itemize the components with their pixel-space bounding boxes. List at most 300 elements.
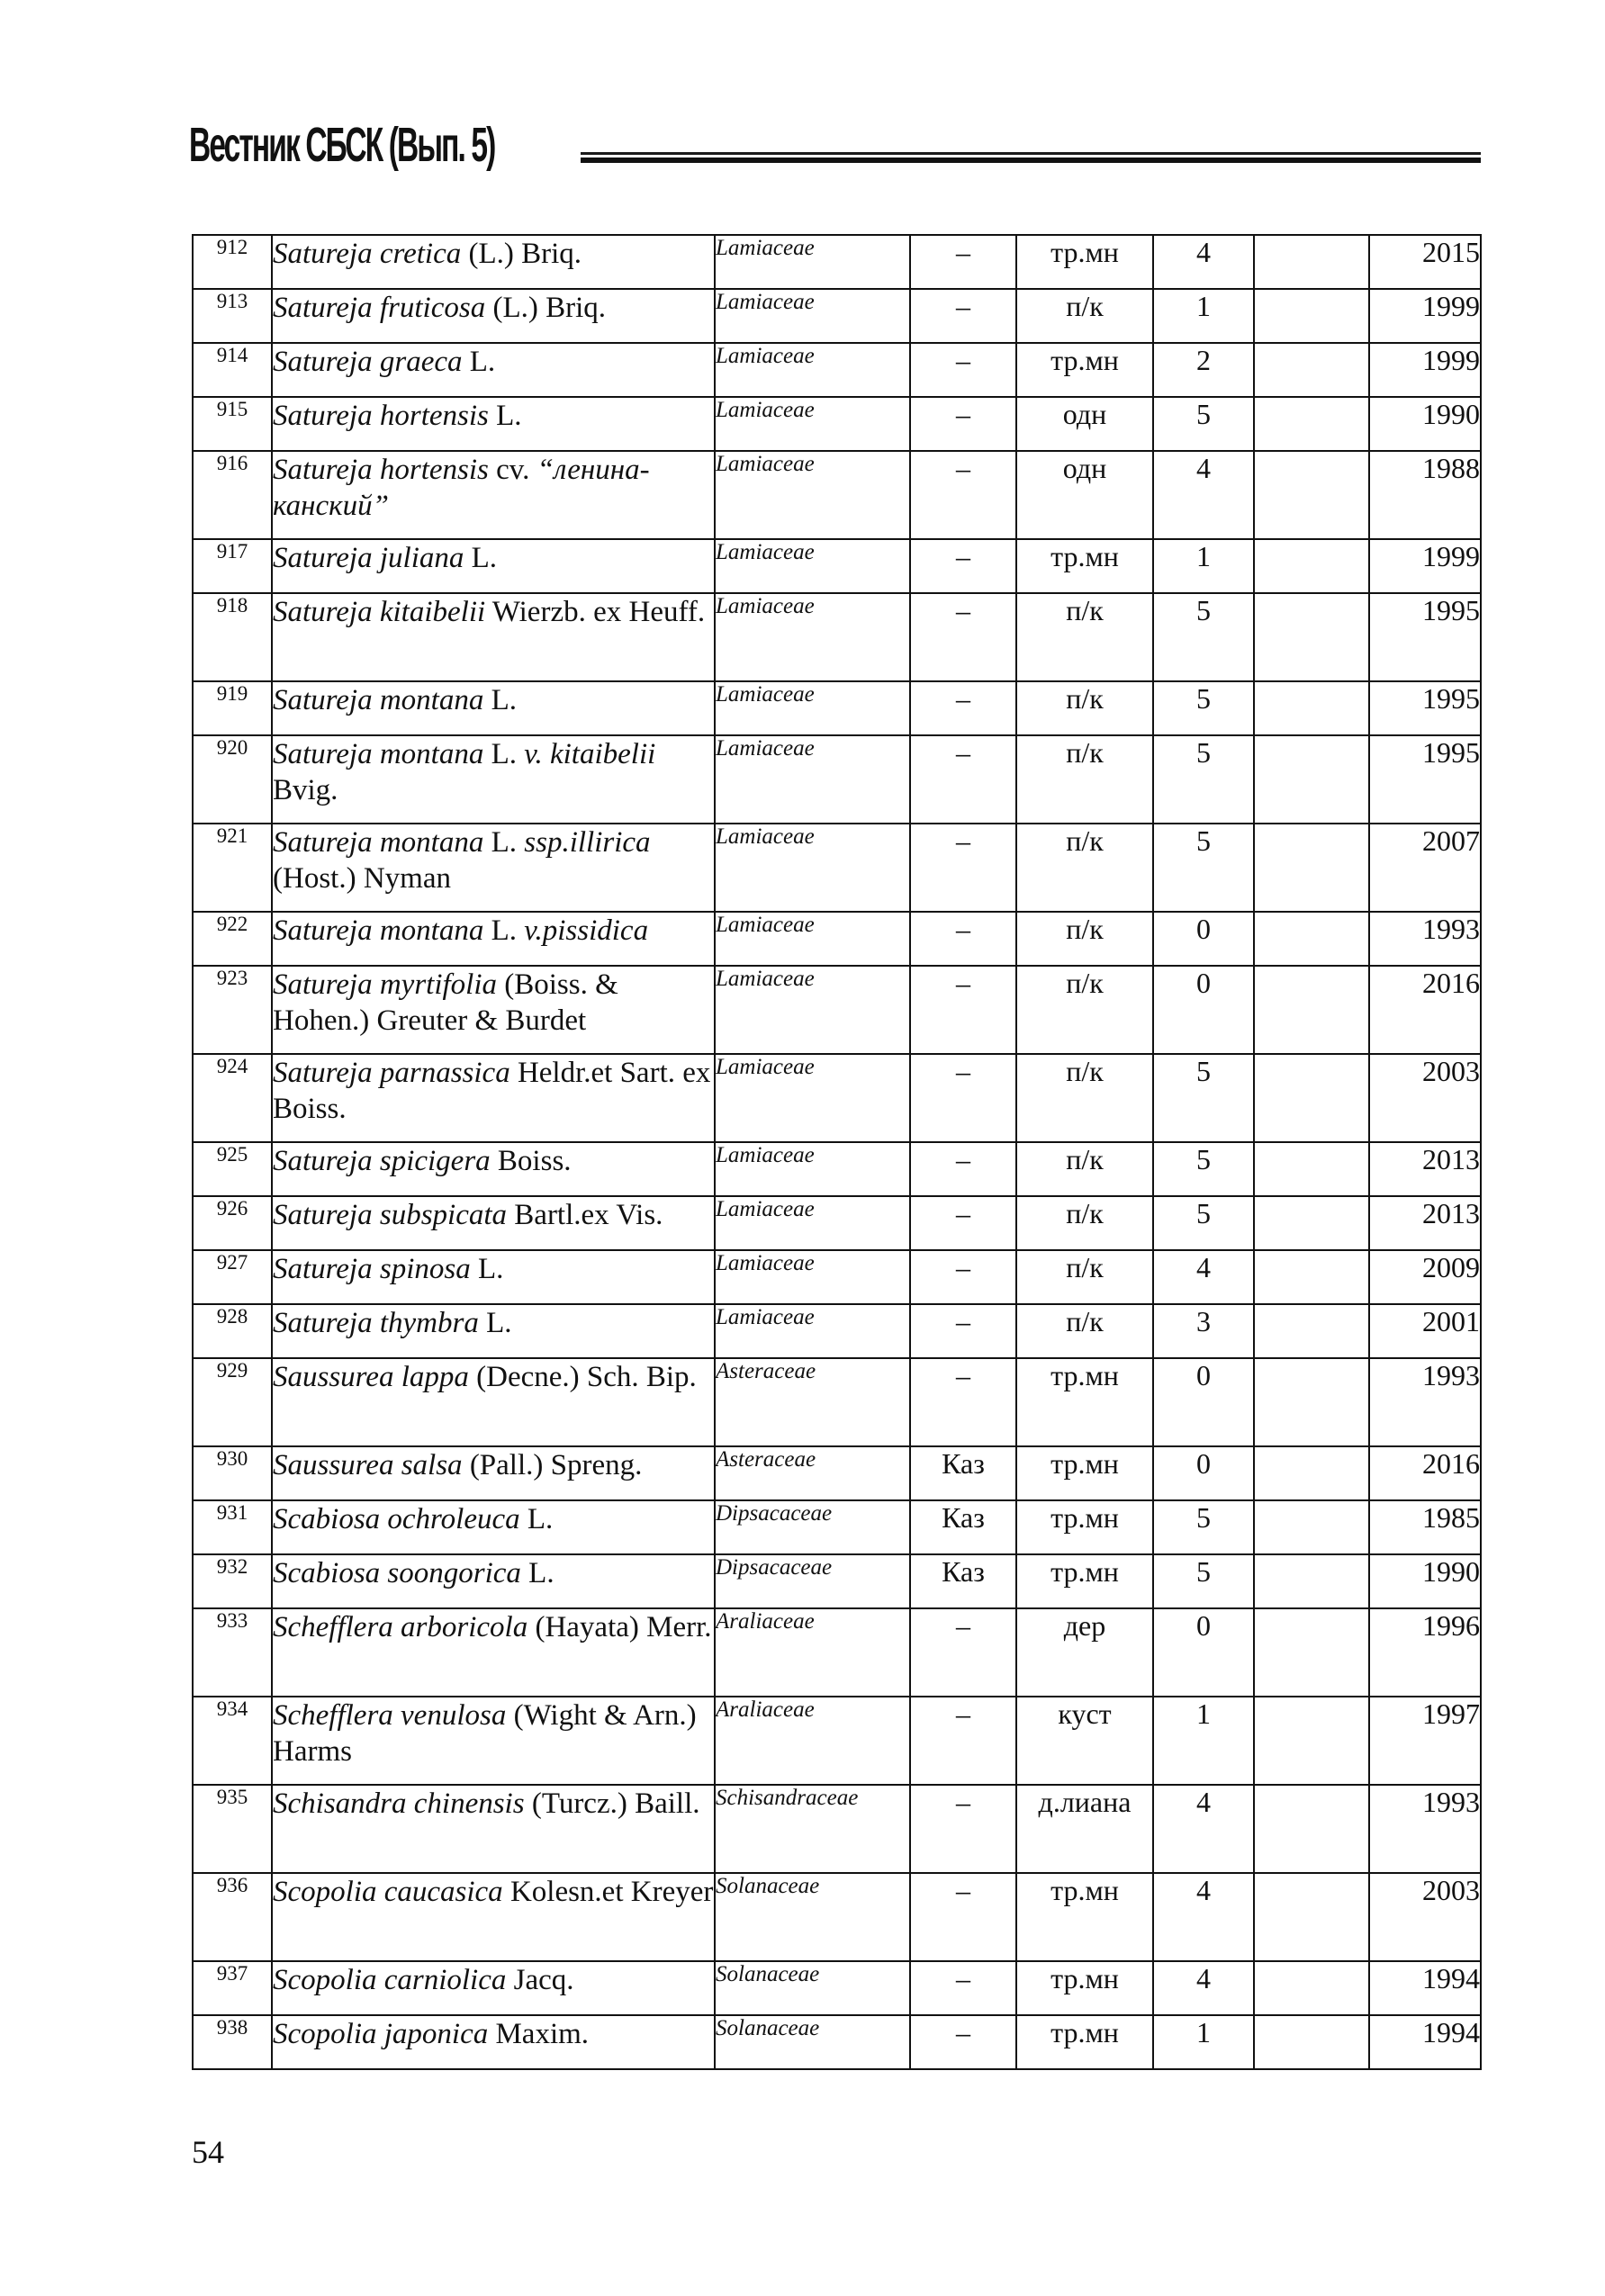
table-row: [193, 1500, 1481, 1554]
header-rule-thin: [581, 152, 1481, 155]
status: –: [910, 451, 1016, 539]
year: 1993: [1369, 912, 1481, 966]
species-name: [272, 824, 715, 912]
life-form: тр.мн: [1016, 235, 1153, 289]
year: 2007: [1369, 824, 1481, 912]
row-number: 933: [193, 1608, 272, 1697]
species-author: Wierzb. ex Heuff.: [485, 596, 706, 628]
species-epithet: Satureja hortensis: [273, 400, 489, 432]
empty-cell: [1254, 1697, 1369, 1785]
year: 1990: [1369, 397, 1481, 451]
family: Lamiaceae: [715, 1142, 910, 1196]
species-author: (Wight & Arn.) Harms: [273, 1699, 697, 1768]
row-number: 934: [193, 1697, 272, 1785]
status: –: [910, 735, 1016, 824]
empty-cell: [1254, 1446, 1369, 1500]
species-epithet: Saussurea salsa: [273, 1449, 463, 1481]
species-epithet: Scabiosa soongorica: [273, 1557, 521, 1589]
score: 5: [1153, 397, 1254, 451]
species-epithet: Schefflera venulosa: [273, 1699, 507, 1732]
species-name: [272, 1961, 715, 2015]
score: 5: [1153, 824, 1254, 912]
family: Lamiaceae: [715, 1304, 910, 1358]
table-row: [193, 912, 1481, 966]
empty-cell: [1254, 235, 1369, 289]
species-author: L.: [483, 738, 525, 770]
species-name: [272, 1446, 715, 1500]
status: Каз: [910, 1446, 1016, 1500]
species-name: [272, 235, 715, 289]
life-form: дер: [1016, 1608, 1153, 1697]
year: 2013: [1369, 1196, 1481, 1250]
empty-cell: [1254, 343, 1369, 397]
status: –: [910, 1697, 1016, 1785]
species-name: [272, 593, 715, 681]
species-author: Bartl.ex Vis.: [507, 1199, 663, 1231]
row-number: 920: [193, 735, 272, 824]
species-name: [272, 2015, 715, 2069]
family: Solanaceae: [715, 1961, 910, 2015]
status: –: [910, 593, 1016, 681]
species-epithet: Satureja cretica: [273, 238, 462, 270]
status: –: [910, 1785, 1016, 1873]
table-row: [193, 1961, 1481, 2015]
family: Asteraceae: [715, 1358, 910, 1446]
life-form: п/к: [1016, 966, 1153, 1054]
species-author: Jacq.: [506, 1964, 574, 1996]
species-epithet: Satureja montana: [273, 914, 484, 947]
species-author: L.: [470, 1253, 504, 1285]
species-name: [272, 397, 715, 451]
table-row: [193, 1250, 1481, 1304]
life-form: тр.мн: [1016, 343, 1153, 397]
species-epithet: Schisandra chinensis: [273, 1787, 525, 1820]
year: 1985: [1369, 1500, 1481, 1554]
score: 1: [1153, 289, 1254, 343]
species-name: [272, 1304, 715, 1358]
year: 1996: [1369, 1608, 1481, 1697]
table-row: [193, 1873, 1481, 1961]
table-row: [193, 824, 1481, 912]
table-row: [193, 1142, 1481, 1196]
species-name: [272, 1250, 715, 1304]
table-row: [193, 343, 1481, 397]
empty-cell: [1254, 539, 1369, 593]
row-number: 935: [193, 1785, 272, 1873]
empty-cell: [1254, 2015, 1369, 2069]
species-name: [272, 912, 715, 966]
species-author-2: (Host.) Nyman: [273, 862, 451, 895]
species-infraspecific: ssp.illirica: [524, 826, 651, 859]
table-row: [193, 1358, 1481, 1446]
status: –: [910, 912, 1016, 966]
score: 5: [1153, 1500, 1254, 1554]
species-epithet: Scopolia caucasica: [273, 1876, 503, 1908]
species-name: [272, 1500, 715, 1554]
row-number: 921: [193, 824, 272, 912]
status: –: [910, 1196, 1016, 1250]
year: 1995: [1369, 681, 1481, 735]
row-number: 925: [193, 1142, 272, 1196]
score: 0: [1153, 912, 1254, 966]
year: 1999: [1369, 539, 1481, 593]
empty-cell: [1254, 735, 1369, 824]
status: –: [910, 397, 1016, 451]
species-epithet: Satureja graeca: [273, 346, 463, 378]
table-row: [193, 735, 1481, 824]
table-row: [193, 1608, 1481, 1697]
family: Schisandraceae: [715, 1785, 910, 1873]
header-rule: [581, 152, 1481, 165]
life-form: одн: [1016, 451, 1153, 539]
table-row: [193, 1446, 1481, 1500]
family: Araliaceae: [715, 1697, 910, 1785]
status: –: [910, 235, 1016, 289]
life-form: тр.мн: [1016, 1500, 1153, 1554]
year: 1993: [1369, 1358, 1481, 1446]
status: –: [910, 343, 1016, 397]
life-form: п/к: [1016, 289, 1153, 343]
empty-cell: [1254, 1054, 1369, 1142]
species-name: [272, 1873, 715, 1961]
row-number: 916: [193, 451, 272, 539]
life-form: тр.мн: [1016, 2015, 1153, 2069]
species-infraspecific: v.pissidica: [524, 914, 649, 947]
status: –: [910, 2015, 1016, 2069]
year: 1995: [1369, 735, 1481, 824]
table-row: [193, 451, 1481, 539]
status: –: [910, 1304, 1016, 1358]
species-author: L.: [520, 1557, 555, 1589]
score: 5: [1153, 1054, 1254, 1142]
family: Lamiaceae: [715, 1196, 910, 1250]
family: Lamiaceae: [715, 343, 910, 397]
empty-cell: [1254, 1358, 1369, 1446]
row-number: 927: [193, 1250, 272, 1304]
life-form: п/к: [1016, 735, 1153, 824]
species-author: L.: [483, 826, 525, 859]
life-form: п/к: [1016, 912, 1153, 966]
score: 5: [1153, 681, 1254, 735]
score: 5: [1153, 735, 1254, 824]
row-number: 938: [193, 2015, 272, 2069]
life-form: п/к: [1016, 1142, 1153, 1196]
empty-cell: [1254, 1554, 1369, 1608]
row-number: 919: [193, 681, 272, 735]
life-form: п/к: [1016, 681, 1153, 735]
year: 1997: [1369, 1697, 1481, 1785]
family: Lamiaceae: [715, 289, 910, 343]
year: 1990: [1369, 1554, 1481, 1608]
score: 5: [1153, 1142, 1254, 1196]
score: 5: [1153, 593, 1254, 681]
species-author-2: Bvig.: [273, 774, 338, 806]
family: Asteraceae: [715, 1446, 910, 1500]
species-infraspecific: “ленина-канский”: [273, 454, 650, 522]
score: 0: [1153, 1446, 1254, 1500]
table-row: [193, 1554, 1481, 1608]
table-row: [193, 1697, 1481, 1785]
species-name: [272, 1554, 715, 1608]
empty-cell: [1254, 912, 1369, 966]
species-author: L.: [478, 1307, 512, 1339]
year: 1994: [1369, 2015, 1481, 2069]
life-form: тр.мн: [1016, 1446, 1153, 1500]
table-row: [193, 1304, 1481, 1358]
status: –: [910, 1608, 1016, 1697]
life-form: куст: [1016, 1697, 1153, 1785]
life-form: п/к: [1016, 1196, 1153, 1250]
row-number: 917: [193, 539, 272, 593]
species-name: [272, 681, 715, 735]
table-row: [193, 397, 1481, 451]
species-name: [272, 451, 715, 539]
species-author: (Decne.) Sch. Bip.: [468, 1361, 697, 1393]
year: 1988: [1369, 451, 1481, 539]
empty-cell: [1254, 593, 1369, 681]
year: 2003: [1369, 1873, 1481, 1961]
species-epithet: Satureja montana: [273, 684, 484, 716]
species-author: (L.) Briq.: [485, 292, 607, 324]
journal-title: Вестник СБСК (Вып. 5): [189, 118, 495, 172]
species-epithet: Satureja juliana: [273, 542, 464, 574]
species-author: Maxim.: [488, 2018, 590, 2050]
score: 5: [1153, 1554, 1254, 1608]
year: 2009: [1369, 1250, 1481, 1304]
row-number: 926: [193, 1196, 272, 1250]
empty-cell: [1254, 1196, 1369, 1250]
table-row: [193, 539, 1481, 593]
species-author: L.: [488, 400, 522, 432]
status: –: [910, 1961, 1016, 2015]
empty-cell: [1254, 1961, 1369, 2015]
life-form: п/к: [1016, 593, 1153, 681]
species-epithet: Satureja thymbra: [273, 1307, 479, 1339]
species-name: [272, 1196, 715, 1250]
species-name: [272, 539, 715, 593]
family: Lamiaceae: [715, 824, 910, 912]
life-form: тр.мн: [1016, 1554, 1153, 1608]
species-name: [272, 1142, 715, 1196]
status: –: [910, 1873, 1016, 1961]
table-row: [193, 235, 1481, 289]
score: 3: [1153, 1304, 1254, 1358]
family: Lamiaceae: [715, 593, 910, 681]
species-epithet: Satureja fruticosa: [273, 292, 486, 324]
table-row: [193, 1785, 1481, 1873]
row-number: 928: [193, 1304, 272, 1358]
species-name: [272, 1608, 715, 1697]
life-form: тр.мн: [1016, 1961, 1153, 2015]
status: –: [910, 539, 1016, 593]
species-author: (Turcz.) Baill.: [524, 1787, 700, 1820]
family: Lamiaceae: [715, 681, 910, 735]
empty-cell: [1254, 1304, 1369, 1358]
species-epithet: Satureja spicigera: [273, 1145, 491, 1177]
species-epithet: Satureja hortensis: [273, 454, 489, 486]
row-number: 931: [193, 1500, 272, 1554]
row-number: 923: [193, 966, 272, 1054]
life-form: тр.мн: [1016, 1873, 1153, 1961]
species-name: [272, 966, 715, 1054]
row-number: 936: [193, 1873, 272, 1961]
score: 1: [1153, 539, 1254, 593]
empty-cell: [1254, 966, 1369, 1054]
score: 1: [1153, 1697, 1254, 1785]
score: 2: [1153, 343, 1254, 397]
life-form: одн: [1016, 397, 1153, 451]
family: Dipsacaceae: [715, 1554, 910, 1608]
life-form: п/к: [1016, 824, 1153, 912]
row-number: 922: [193, 912, 272, 966]
species-author: L.: [464, 542, 498, 574]
species-infraspecific: v. kitaibelii: [524, 738, 656, 770]
year: 1993: [1369, 1785, 1481, 1873]
table-row: [193, 1196, 1481, 1250]
row-number: 924: [193, 1054, 272, 1142]
year: 1995: [1369, 593, 1481, 681]
species-author: (L.) Briq.: [461, 238, 582, 270]
species-epithet: Saussurea lappa: [273, 1361, 469, 1393]
species-epithet: Satureja montana: [273, 826, 484, 859]
species-author: Boiss.: [490, 1145, 572, 1177]
life-form: п/к: [1016, 1304, 1153, 1358]
life-form: тр.мн: [1016, 539, 1153, 593]
score: 4: [1153, 1873, 1254, 1961]
row-number: 937: [193, 1961, 272, 2015]
year: 1999: [1369, 289, 1481, 343]
species-epithet: Satureja myrtifolia: [273, 968, 498, 1001]
species-epithet: Satureja montana: [273, 738, 484, 770]
row-number: 929: [193, 1358, 272, 1446]
species-name: [272, 735, 715, 824]
life-form: п/к: [1016, 1250, 1153, 1304]
species-author: Kolesn.et Kreyer: [502, 1876, 714, 1908]
species-table-body: [193, 235, 1481, 2069]
family: Lamiaceae: [715, 235, 910, 289]
status: –: [910, 1054, 1016, 1142]
empty-cell: [1254, 397, 1369, 451]
year: 1999: [1369, 343, 1481, 397]
page-number: 54: [192, 2134, 224, 2170]
family: Lamiaceae: [715, 966, 910, 1054]
row-number: 913: [193, 289, 272, 343]
empty-cell: [1254, 1250, 1369, 1304]
species-author: L.: [462, 346, 496, 378]
life-form: д.лиана: [1016, 1785, 1153, 1873]
year: 1994: [1369, 1961, 1481, 2015]
species-name: [272, 1697, 715, 1785]
empty-cell: [1254, 1785, 1369, 1873]
score: 4: [1153, 1785, 1254, 1873]
species-epithet: Satureja subspicata: [273, 1199, 508, 1231]
table-row: [193, 2015, 1481, 2069]
score: 0: [1153, 1358, 1254, 1446]
life-form: тр.мн: [1016, 1358, 1153, 1446]
species-epithet: Scopolia japonica: [273, 2018, 489, 2050]
species-author: L.: [483, 914, 525, 947]
life-form: п/к: [1016, 1054, 1153, 1142]
status: –: [910, 1358, 1016, 1446]
score: 4: [1153, 451, 1254, 539]
empty-cell: [1254, 451, 1369, 539]
empty-cell: [1254, 1142, 1369, 1196]
score: 1: [1153, 2015, 1254, 2069]
empty-cell: [1254, 289, 1369, 343]
score: 4: [1153, 1961, 1254, 2015]
species-epithet: Scabiosa ochroleuca: [273, 1503, 520, 1535]
species-name: [272, 289, 715, 343]
species-author: L.: [483, 684, 518, 716]
row-number: 915: [193, 397, 272, 451]
species-name: [272, 1785, 715, 1873]
table-row: [193, 1054, 1481, 1142]
species-epithet: Scopolia carniolica: [273, 1964, 507, 1996]
species-epithet: Satureja parnassica: [273, 1057, 510, 1089]
status: –: [910, 1142, 1016, 1196]
family: Lamiaceae: [715, 1250, 910, 1304]
family: Solanaceae: [715, 2015, 910, 2069]
family: Araliaceae: [715, 1608, 910, 1697]
species-author: L.: [519, 1503, 554, 1535]
species-name: [272, 343, 715, 397]
species-name: [272, 1358, 715, 1446]
species-author: Heldr.et Sart. ex Boiss.: [273, 1057, 711, 1125]
table-row: [193, 593, 1481, 681]
year: 2015: [1369, 235, 1481, 289]
status: –: [910, 824, 1016, 912]
table-row: [193, 966, 1481, 1054]
score: 0: [1153, 1608, 1254, 1697]
species-epithet: Satureja spinosa: [273, 1253, 471, 1285]
status: –: [910, 681, 1016, 735]
family: Lamiaceae: [715, 397, 910, 451]
species-author: cv.: [488, 454, 537, 486]
empty-cell: [1254, 1608, 1369, 1697]
species-epithet: Schefflera arboricola: [273, 1611, 528, 1643]
status: –: [910, 289, 1016, 343]
family: Lamiaceae: [715, 912, 910, 966]
species-name: [272, 1054, 715, 1142]
family: Lamiaceae: [715, 451, 910, 539]
table-row: [193, 681, 1481, 735]
status: Каз: [910, 1554, 1016, 1608]
family: Lamiaceae: [715, 735, 910, 824]
species-epithet: Satureja kitaibelii: [273, 596, 486, 628]
score: 0: [1153, 966, 1254, 1054]
species-table: [192, 234, 1482, 2070]
empty-cell: [1254, 1500, 1369, 1554]
species-author: (Pall.) Spreng.: [462, 1449, 643, 1481]
year: 2001: [1369, 1304, 1481, 1358]
family: Lamiaceae: [715, 539, 910, 593]
score: 4: [1153, 1250, 1254, 1304]
row-number: 930: [193, 1446, 272, 1500]
empty-cell: [1254, 824, 1369, 912]
year: 2013: [1369, 1142, 1481, 1196]
year: 2016: [1369, 966, 1481, 1054]
header-rule-thick: [581, 158, 1481, 163]
table-row: [193, 289, 1481, 343]
score: 4: [1153, 235, 1254, 289]
year: 2016: [1369, 1446, 1481, 1500]
empty-cell: [1254, 1873, 1369, 1961]
row-number: 912: [193, 235, 272, 289]
row-number: 918: [193, 593, 272, 681]
family: Dipsacaceae: [715, 1500, 910, 1554]
family: Solanaceae: [715, 1873, 910, 1961]
empty-cell: [1254, 681, 1369, 735]
